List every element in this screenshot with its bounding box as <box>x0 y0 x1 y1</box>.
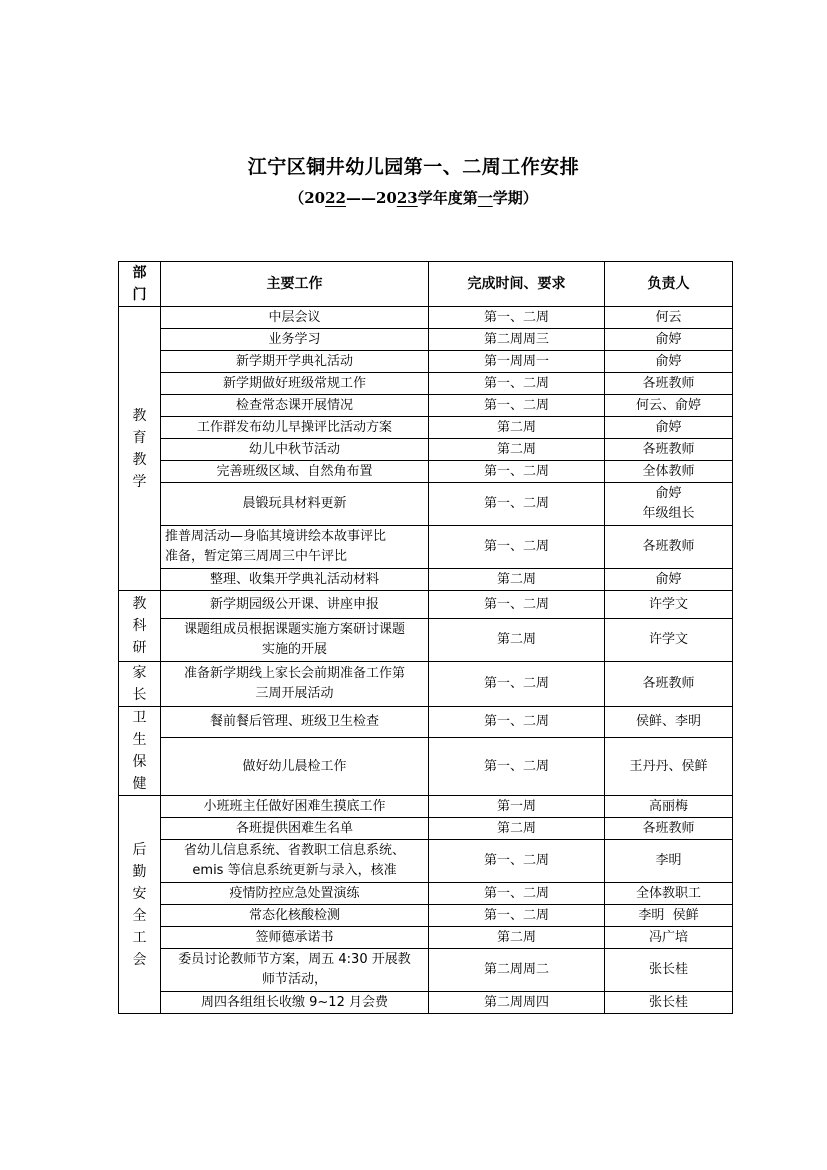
table-row <box>119 992 733 1014</box>
time-cell: 第一、二周 <box>429 307 605 329</box>
header-owner: 负责人 <box>605 262 733 307</box>
time-cell: 第一、二周 <box>429 707 605 738</box>
time-cell: 第一、二周 <box>429 483 605 526</box>
table-header-row <box>119 262 733 307</box>
work-line: 委员讨论教师节方案，周五 4:30 开展教 <box>178 952 411 967</box>
page-subtitle: （2022——2023学年度第一学期） <box>289 189 538 207</box>
owner-cell: 何云、俞婷 <box>605 395 733 417</box>
work-line: 师节活动， <box>261 972 327 987</box>
work-cell: 疫情防控应急处置演练 <box>161 883 429 905</box>
owner-cell: 许学文 <box>605 619 733 662</box>
work-cell: 小班班主任做好困难生摸底工作 <box>161 796 429 818</box>
owner-cell: 高丽梅 <box>605 796 733 818</box>
owner-cell: 俞婷 <box>605 351 733 373</box>
table-row <box>119 569 733 591</box>
owner-cell: 李明 <box>605 840 733 883</box>
table-row <box>119 461 733 483</box>
owner-line: 年级组长 <box>642 506 695 521</box>
owner-cell: 李明 侯鲜 <box>605 905 733 927</box>
time-cell: 第二周 <box>429 619 605 662</box>
table-row <box>119 351 733 373</box>
work-cell <box>161 526 429 569</box>
table-row <box>119 840 733 883</box>
owner-cell: 俞婷 <box>605 417 733 439</box>
owner-cell: 张长桂 <box>605 992 733 1014</box>
work-cell: 幼儿中秋节活动 <box>161 439 429 461</box>
work-line: 三周开展活动 <box>255 686 334 701</box>
time-cell: 第一、二周 <box>429 883 605 905</box>
owner-line: 俞婷 <box>655 486 682 501</box>
header-time: 完成时间、要求 <box>429 262 605 307</box>
time-cell: 第二周 <box>429 439 605 461</box>
owner-cell: 各班教师 <box>605 818 733 840</box>
work-line: 省幼儿信息系统、省教职工信息系统、 <box>183 843 405 858</box>
time-cell: 第二周 <box>429 927 605 949</box>
owner-cell <box>605 483 733 526</box>
time-cell: 第一、二周 <box>429 840 605 883</box>
table-row <box>119 591 733 619</box>
dept-cell-research: 教 科 研 <box>119 591 161 662</box>
work-cell: 常态化核酸检测 <box>161 905 429 927</box>
time-cell: 第一周周一 <box>429 351 605 373</box>
table-row <box>119 526 733 569</box>
work-cell: 工作群发布幼儿早操评比活动方案 <box>161 417 429 439</box>
owner-cell: 全体教师 <box>605 461 733 483</box>
table-row <box>119 417 733 439</box>
time-cell: 第一周 <box>429 796 605 818</box>
work-cell <box>161 949 429 992</box>
work-cell: 周四各组组长收缴 9~12 月会费 <box>161 992 429 1014</box>
owner-cell: 王丹丹、侯鲜 <box>605 738 733 796</box>
time-cell: 第二周 <box>429 569 605 591</box>
dept-cell-education: 教 育 教 学 <box>119 307 161 591</box>
work-cell: 完善班级区域、自然角布置 <box>161 461 429 483</box>
table-row <box>119 707 733 738</box>
work-cell <box>161 619 429 662</box>
table-row <box>119 307 733 329</box>
header-work: 主要工作 <box>161 262 429 307</box>
work-cell <box>161 840 429 883</box>
work-cell: 签师德承诺书 <box>161 927 429 949</box>
owner-cell: 俞婷 <box>605 569 733 591</box>
time-cell: 第一、二周 <box>429 591 605 619</box>
time-cell: 第二周周二 <box>429 949 605 992</box>
owner-cell: 冯广培 <box>605 927 733 949</box>
work-cell: 各班提供困难生名单 <box>161 818 429 840</box>
table-row <box>119 329 733 351</box>
table-row <box>119 483 733 526</box>
table-row <box>119 373 733 395</box>
time-cell: 第二周周三 <box>429 329 605 351</box>
table-row <box>119 619 733 662</box>
owner-cell: 各班教师 <box>605 662 733 707</box>
table-row <box>119 395 733 417</box>
work-cell: 中层会议 <box>161 307 429 329</box>
header-dept-char: 门 <box>132 287 147 303</box>
work-line: 课题组成员根据课题实施方案研讨课题 <box>183 622 405 637</box>
time-cell: 第一、二周 <box>429 905 605 927</box>
work-schedule-table <box>118 261 733 1014</box>
owner-cell: 侯鲜、李明 <box>605 707 733 738</box>
owner-cell: 何云 <box>605 307 733 329</box>
table-row <box>119 738 733 796</box>
time-cell: 第二周周四 <box>429 992 605 1014</box>
time-cell: 第二周 <box>429 818 605 840</box>
owner-cell: 各班教师 <box>605 439 733 461</box>
work-cell: 晨锻玩具材料更新 <box>161 483 429 526</box>
work-cell: 新学期园级公开课、讲座申报 <box>161 591 429 619</box>
owner-cell: 俞婷 <box>605 329 733 351</box>
owner-cell: 各班教师 <box>605 526 733 569</box>
work-line: emis 等信息系统更新与录入，核准 <box>192 863 397 878</box>
table-row <box>119 796 733 818</box>
work-cell: 餐前餐后管理、班级卫生检查 <box>161 707 429 738</box>
work-cell: 新学期做好班级常规工作 <box>161 373 429 395</box>
owner-cell: 张长桂 <box>605 949 733 992</box>
time-cell: 第二周 <box>429 417 605 439</box>
time-cell: 第一、二周 <box>429 461 605 483</box>
dept-cell-health: 卫 生 保 健 <box>119 707 161 796</box>
work-cell: 新学期开学典礼活动 <box>161 351 429 373</box>
dept-cell-logistics: 后 勤 安 全 工 会 <box>119 796 161 1014</box>
time-cell: 第一、二周 <box>429 738 605 796</box>
work-line: 准备，暂定第三周周三中午评比 <box>165 549 348 564</box>
table-row <box>119 883 733 905</box>
time-cell: 第一、二周 <box>429 395 605 417</box>
page-title: 江宁区铜井幼儿园第一、二周工作安排 <box>247 156 580 178</box>
table-row <box>119 905 733 927</box>
work-line: 实施的开展 <box>261 642 327 657</box>
table-row <box>119 439 733 461</box>
header-dept <box>119 262 161 307</box>
header-dept-char: 部 <box>132 265 147 281</box>
work-cell: 做好幼儿晨检工作 <box>161 738 429 796</box>
work-cell: 业务学习 <box>161 329 429 351</box>
table-row <box>119 662 733 707</box>
owner-cell: 各班教师 <box>605 373 733 395</box>
table-row <box>119 949 733 992</box>
dept-cell-parents: 家 长 <box>119 662 161 707</box>
time-cell: 第一、二周 <box>429 373 605 395</box>
work-line: 准备新学期线上家长会前期准备工作第 <box>183 666 405 681</box>
time-cell: 第一、二周 <box>429 526 605 569</box>
table-row <box>119 927 733 949</box>
work-cell: 整理、收集开学典礼活动材料 <box>161 569 429 591</box>
work-line: 推普周活动—身临其境讲绘本故事评比 <box>165 529 387 544</box>
owner-cell: 全体教职工 <box>605 883 733 905</box>
time-cell: 第一、二周 <box>429 662 605 707</box>
table-row <box>119 818 733 840</box>
work-cell <box>161 662 429 707</box>
work-cell: 检查常态课开展情况 <box>161 395 429 417</box>
owner-cell: 许学文 <box>605 591 733 619</box>
